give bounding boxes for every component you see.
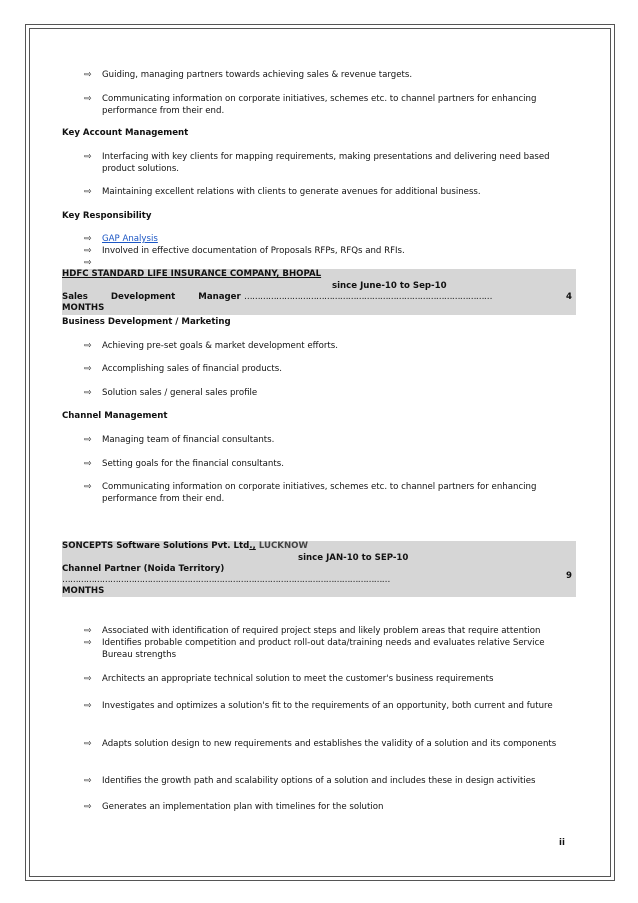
list-item: ⇨ Identifies the growth path and scalability options of a solution and includes these in design activities: [84, 776, 536, 786]
section-heading: Key Account Management: [62, 128, 189, 138]
job-dates: since JAN-10 to SEP-10: [298, 553, 409, 563]
list-item: ⇨ Generates an implementation plan with timelines for the solution: [84, 802, 384, 812]
arrow-bullet-icon: ⇨: [84, 246, 92, 256]
arrow-bullet-icon: ⇨: [84, 776, 92, 786]
arrow-bullet-icon: ⇨: [84, 152, 92, 162]
arrow-bullet-icon: ⇨: [84, 94, 92, 104]
arrow-bullet-icon: ⇨: [84, 739, 92, 749]
arrow-bullet-icon: ⇨: [84, 234, 92, 244]
company-city: LUCKNOW: [258, 541, 308, 551]
company-name: SONCEPTS Software Solutions Pvt. Ltd: [62, 541, 250, 551]
arrow-bullet-icon: ⇨: [84, 435, 92, 445]
duration-number: 4: [566, 292, 572, 302]
hdfc-job-header: [62, 269, 576, 315]
leader-dots: ……………………………………………………………………………………………………………: [62, 575, 390, 585]
arrow-bullet-icon: ⇨: [84, 70, 92, 80]
duration-number: 9: [566, 571, 572, 581]
list-item: ⇨ Interfacing with key clients for mapping requirements, making presentations and delivering need based product solutions.: [84, 152, 550, 174]
list-item: ⇨ Guiding, managing partners towards achieving sales & revenue targets.: [84, 70, 413, 80]
section-heading: Channel Management: [62, 411, 168, 421]
duration-unit: MONTHS: [62, 586, 105, 596]
list-item: ⇨ Associated with identification of required project steps and likely problem areas that require attention: [84, 626, 541, 636]
list-item[interactable]: [84, 233, 574, 245]
list-item: ⇨ Identifies probable competition and product roll-out data/training needs and evaluates relative Service Bureau strengths: [84, 638, 545, 660]
job-role: Channel Partner (Noida Territory): [62, 564, 225, 574]
company-name: HDFC STANDARD LIFE INSURANCE COMPANY, BHOPAL: [62, 269, 322, 279]
arrow-bullet-icon: ⇨: [84, 638, 92, 648]
list-item: ⇨ Maintaining excellent relations with clients to generate avenues for additional business.: [84, 187, 481, 197]
arrow-bullet-icon: ⇨: [84, 674, 92, 684]
list-item: ⇨ Managing team of financial consultants.: [84, 435, 275, 445]
list-item: ⇨ Solution sales / general sales profile: [84, 388, 258, 398]
arrow-bullet-icon: ⇨: [84, 388, 92, 398]
list-item: ⇨ Investigates and optimizes a solution's fit to the requirements of an opportunity, both current and future: [84, 701, 553, 711]
list-item: ⇨ Communicating information on corporate initiatives, schemes etc. to channel partners for enhancing performance from their end.: [84, 94, 537, 116]
list-item: ⇨ Setting goals for the financial consultants.: [84, 459, 284, 469]
arrow-bullet-icon: ⇨: [84, 701, 92, 711]
job-dates: since June-10 to Sep-10: [332, 281, 447, 291]
list-item: ⇨ Accomplishing sales of financial products.: [84, 364, 282, 374]
leader-dots: …………………………………………………………………………………: [244, 292, 492, 302]
arrow-bullet-icon: ⇨: [84, 187, 92, 197]
gap-analysis-link[interactable]: GAP Analysis: [102, 234, 158, 244]
page-number: ii: [559, 838, 565, 848]
soncepts-job-header: SONCEPTS Software Solutions Pvt. Ltd., LUCKNOW since JAN-10 to SEP-10 Channel Partner (Noida Territory) …………………………………………………………………………………………………………… 9 MONTHS: [62, 541, 576, 597]
list-item: ⇨ Architects an appropriate technical solution to meet the customer's business requirements: [84, 674, 494, 684]
list-item: ⇨ Achieving pre-set goals & market development efforts.: [84, 341, 338, 351]
arrow-bullet-icon: ⇨: [84, 626, 92, 636]
job-role: Sales Development Manager: [62, 292, 241, 302]
arrow-bullet-icon: ⇨: [84, 459, 92, 469]
arrow-bullet-icon: ⇨: [84, 258, 92, 268]
list-item: ⇨ Communicating information on corporate initiatives, schemes etc. to channel partners for enhancing performance from their end.: [84, 482, 537, 504]
duration-unit: MONTHS: [62, 303, 105, 313]
list-item: ⇨ Involved in effective documentation of Proposals RFPs, RFQs and RFIs.: [84, 246, 405, 256]
section-heading: Key Responsibility: [62, 211, 152, 221]
arrow-bullet-icon: ⇨: [84, 341, 92, 351]
arrow-bullet-icon: ⇨: [84, 482, 92, 492]
arrow-bullet-icon: ⇨: [84, 364, 92, 374]
arrow-bullet-icon: ⇨: [84, 802, 92, 812]
section-heading: Business Development / Marketing: [62, 317, 231, 327]
list-item: ⇨ Adapts solution design to new requirements and establishes the validity of a solution and its components: [84, 739, 557, 749]
